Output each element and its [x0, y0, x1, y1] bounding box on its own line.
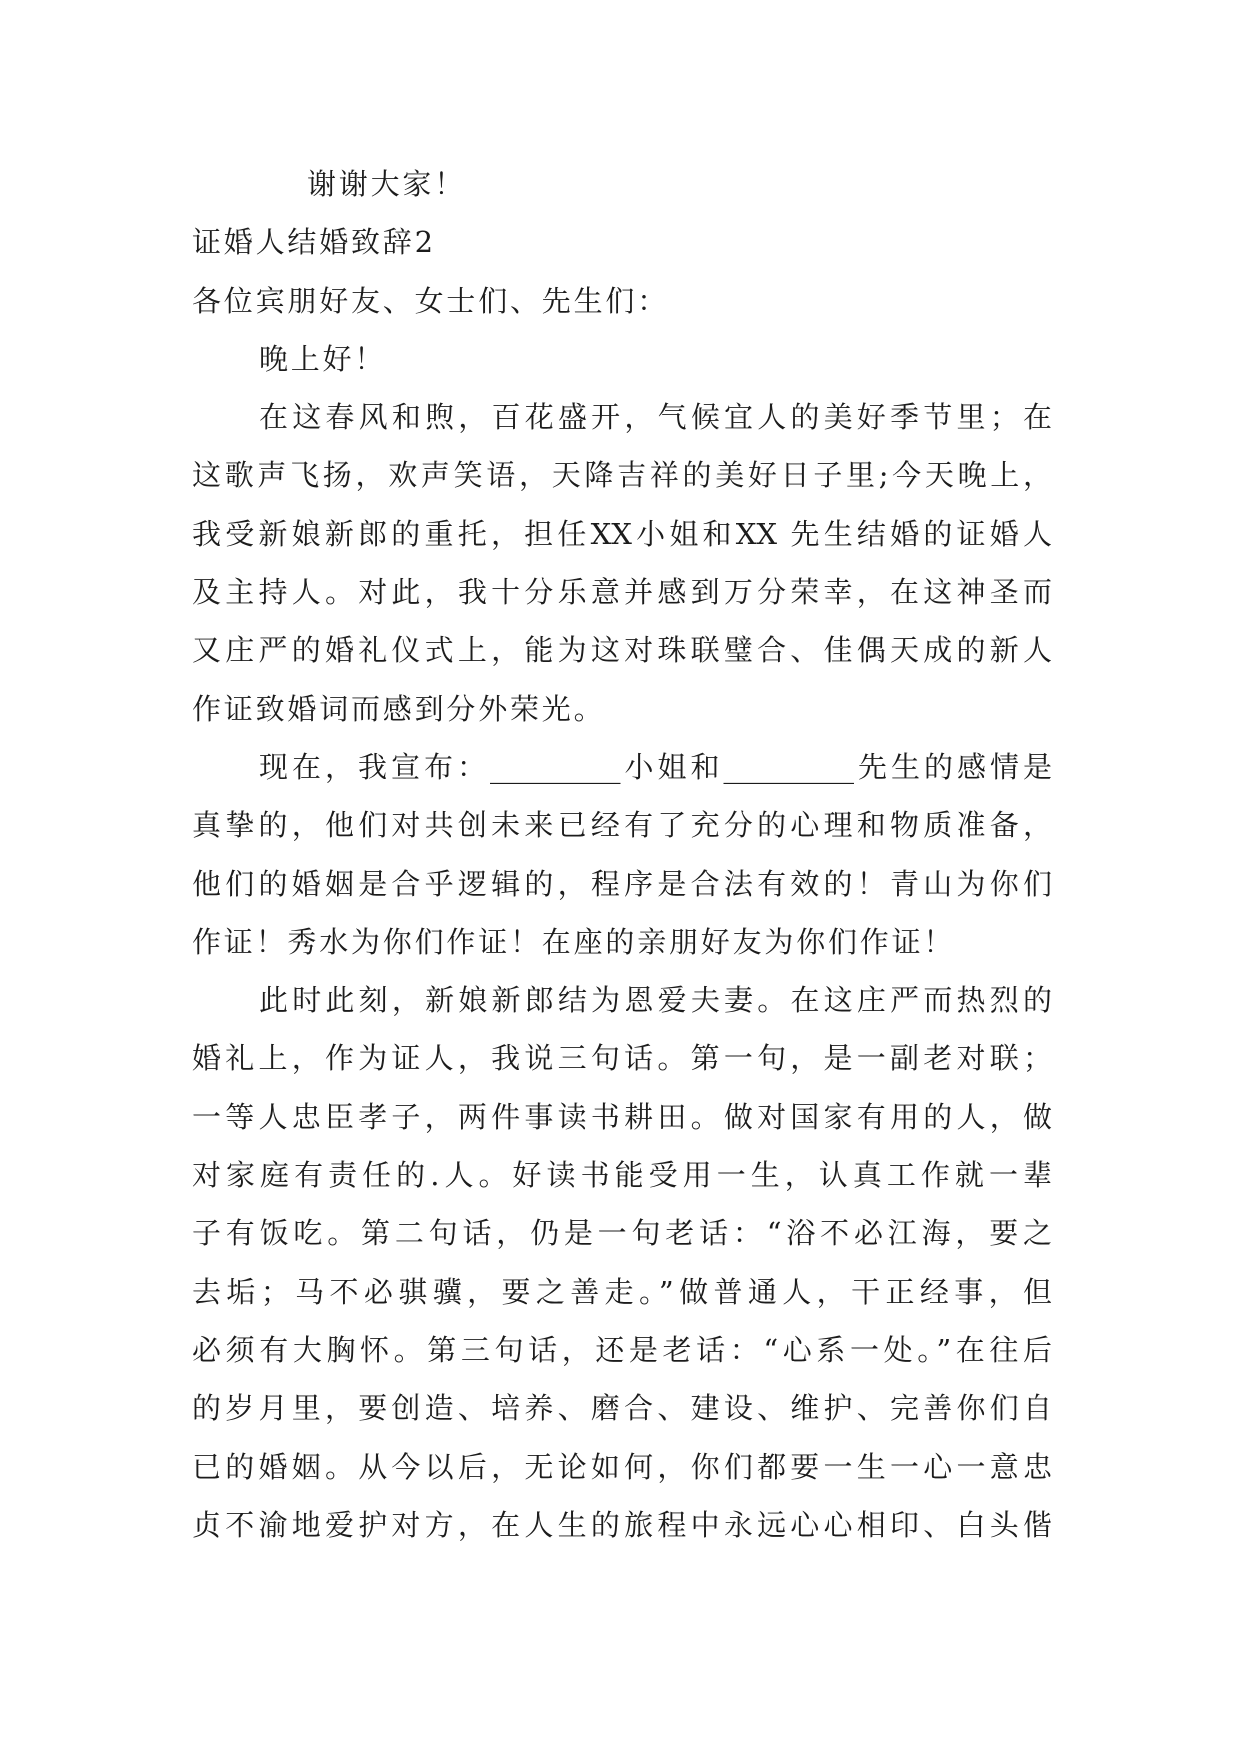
- paragraph-line: 现在，我宣布：_________小姐和_________先生的感情是: [259, 749, 1052, 784]
- paragraph-line: 及主持人。对此，我十分乐意并感到万分荣幸，在这神圣而: [192, 575, 1052, 610]
- paragraph-line: 在这春风和煦，百花盛开，气候宜人的美好季节里；在: [259, 400, 1052, 435]
- paragraph-line: 一等人忠臣孝子，两件事读书耕田。做对国家有用的人，做: [192, 1099, 1052, 1134]
- greeting-line: 晚上好！: [259, 341, 387, 376]
- paragraph-line: 已的婚姻。从今以后，无论如何，你们都要一生一心一意忠: [192, 1449, 1052, 1484]
- paragraph-line: 必须有大胸怀。第三句话，还是老话：“心系一处。”在往后: [192, 1332, 1052, 1367]
- paragraph-line: 作证！秀水为你们作证！在座的亲朋好友为你们作证！: [192, 924, 956, 959]
- paragraph-line: 子有饭吃。第二句话，仍是一句老话：“浴不必江海，要之: [192, 1216, 1052, 1251]
- paragraph-line: 这歌声飞扬，欢声笑语，天降吉祥的美好日子里;今天晚上，: [192, 458, 1052, 493]
- document-body: [192, 155, 1052, 1554]
- closing-line: 谢谢大家！: [307, 167, 467, 201]
- paragraph-line: 此时此刻，新娘新郎结为恩爱夫妻。在这庄严而热烈的: [259, 983, 1052, 1018]
- paragraph-line: 他们的婚姻是合乎逻辑的，程序是合法有效的！青山为你们: [192, 866, 1052, 901]
- paragraph: [192, 738, 1052, 971]
- paragraph-line: 对家庭有责任的.人。好读书能受用一生，认真工作就一辈: [192, 1158, 1052, 1193]
- paragraph: [192, 388, 1052, 738]
- paragraph-line: 贞不渝地爱护对方，在人生的旅程中永远心心相印、白头偕: [192, 1507, 1052, 1542]
- salutation-line: 各位宾朋好友、女士们、先生们：: [192, 283, 670, 318]
- paragraph-line: 真挚的，他们对共创未来已经有了充分的心理和物质准备，: [192, 808, 1052, 843]
- paragraph: [192, 971, 1052, 1554]
- paragraph-line: 的岁月里，要创造、培养、磨合、建设、维护、完善你们自: [192, 1391, 1052, 1426]
- paragraph-line: 婚礼上，作为证人，我说三句话。第一句，是一副老对联；: [192, 1041, 1052, 1076]
- paragraph-line: 我受新娘新郎的重托，担任XX小姐和XX 先生结婚的证婚人: [192, 516, 1052, 551]
- paragraph-line: 作证致婚词而感到分外荣光。: [192, 691, 606, 726]
- paragraph-line: 去垢；马不必骐骥，要之善走。”做普通人，干正经事，但: [192, 1274, 1052, 1309]
- document-title: 证婚人结婚致辞2: [192, 225, 436, 260]
- paragraph-line: 又庄严的婚礼仪式上，能为这对珠联璧合、佳偶天成的新人: [192, 633, 1052, 668]
